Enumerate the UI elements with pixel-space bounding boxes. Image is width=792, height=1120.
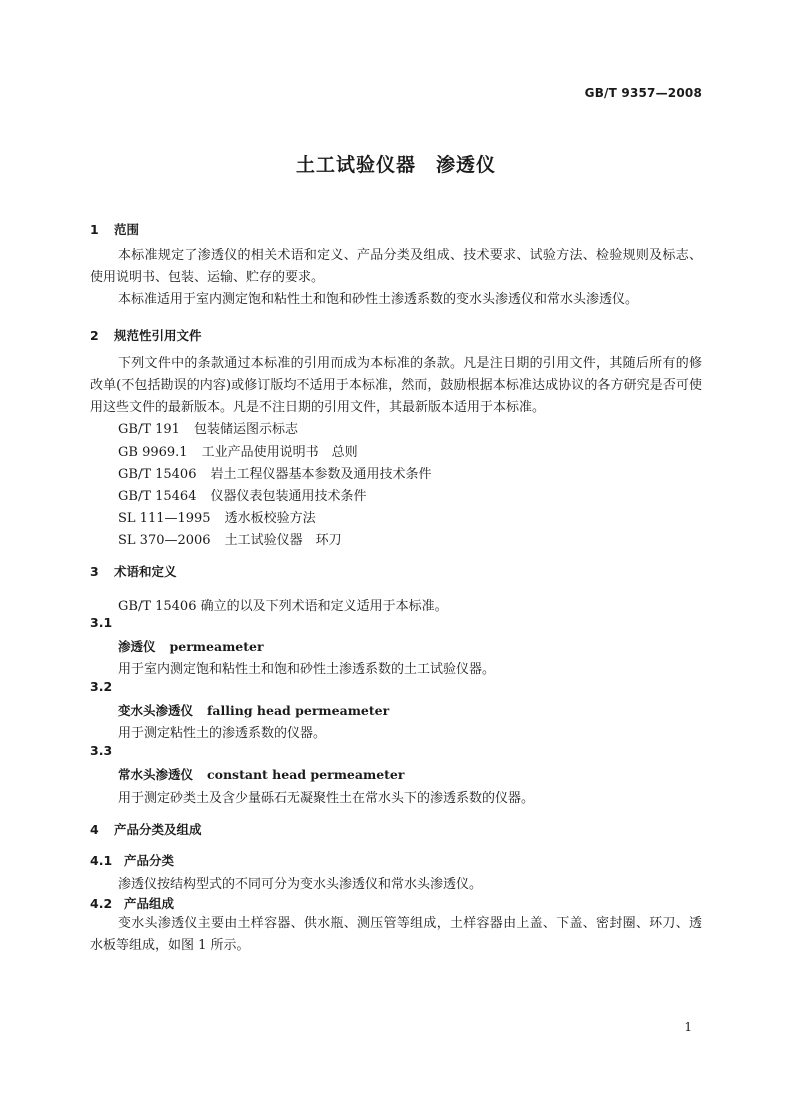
term-zh: 常水头渗透仪 <box>118 767 194 782</box>
section-1-paragraph-1: 本标准规定了渗透仪的相关术语和定义、产品分类及组成、技术要求、试验方法、检验规则及标志、使用说明书、包装、运输、贮存的要求。 <box>90 248 702 285</box>
reference-name: 包装储运图示标志 <box>193 422 298 437</box>
section-4-heading <box>90 820 202 838</box>
reference-code: SL 370—2006 <box>118 533 211 548</box>
section-title: 产品分类及组成 <box>114 822 202 837</box>
subsection-4-1-heading <box>90 851 174 869</box>
term-en: constant head permeameter <box>207 767 405 782</box>
clause-number: 3.1 <box>90 615 113 630</box>
term-en: permeameter <box>169 639 264 654</box>
term-definition: 用于测定粘性土的渗透系数的仪器。 <box>118 726 327 741</box>
page-number: 1 <box>684 1020 692 1034</box>
section-title: 术语和定义 <box>114 564 177 579</box>
subsection-title: 产品分类 <box>124 853 175 868</box>
subsection-4-2-heading <box>90 894 174 912</box>
term-definition: 用于测定砂类土及含少量砾石无凝聚性土在常水头下的渗透系数的仪器。 <box>118 791 535 806</box>
section-3-intro: GB/T 15406 确立的以及下列术语和定义适用于本标准。 <box>118 599 448 614</box>
term-zh: 变水头渗透仪 <box>118 703 194 718</box>
term-entry <box>118 765 404 783</box>
reference-item <box>118 507 316 526</box>
reference-item <box>118 441 358 460</box>
section-1-heading <box>90 220 139 238</box>
section-number: 2 <box>90 328 99 343</box>
section-2-paragraph-1: 下列文件中的条款通过本标准的引用而成为本标准的条款。凡是注日期的引用文件，其随后所有的修改单(不包括勘误的内容)或修订版均不适用于本标准，然而，鼓励根据本标准达成协议的各方研究是否可使用这些文件的最新版本。凡是不注日期的引用文件，其最新版本适用于本标准。 <box>90 356 702 415</box>
reference-item <box>118 463 432 482</box>
clause-number: 3.2 <box>90 679 113 694</box>
reference-item <box>118 418 298 437</box>
section-title: 规范性引用文件 <box>114 328 202 343</box>
reference-name: 工业产品使用说明书 总则 <box>201 445 358 460</box>
term-entry <box>118 637 264 655</box>
document-title: 土工试验仪器 渗透仪 <box>295 154 496 176</box>
reference-code: GB 9969.1 <box>118 445 188 460</box>
section-number: 4 <box>90 822 99 837</box>
term-definition: 用于室内测定饱和粘性土和饱和砂性土渗透系数的土工试验仪器。 <box>118 662 496 677</box>
term-zh: 渗透仪 <box>118 639 156 654</box>
reference-name: 仪器仪表包装通用技术条件 <box>210 489 367 504</box>
term-entry <box>118 701 389 719</box>
subsection-number: 4.2 <box>90 896 113 911</box>
term-en: falling head permeameter <box>207 703 390 718</box>
section-number: 3 <box>90 564 99 579</box>
subsection-title: 产品组成 <box>124 896 175 911</box>
section-number: 1 <box>90 222 99 237</box>
reference-item <box>118 529 342 548</box>
clause-number: 3.3 <box>90 743 113 758</box>
reference-name: 土工试验仪器 环刀 <box>224 533 342 548</box>
reference-item <box>118 485 367 504</box>
reference-code: GB/T 15406 <box>118 467 197 482</box>
subsection-number: 4.1 <box>90 853 113 868</box>
section-1-paragraph-2: 本标准适用于室内测定饱和粘性土和饱和砂性土渗透系数的变水头渗透仪和常水头渗透仪。 <box>118 292 639 307</box>
reference-name: 岩土工程仪器基本参数及通用技术条件 <box>210 467 432 482</box>
section-title: 范围 <box>114 222 140 237</box>
reference-code: GB/T 191 <box>118 422 180 437</box>
subsection-4-2-paragraph: 变水头渗透仪主要由土样容器、供水瓶、测压管等组成，土样容器由上盖、下盖、密封圈、环刀、透水板等组成，如图 1 所示。 <box>90 916 702 953</box>
subsection-4-1-paragraph: 渗透仪按结构型式的不同可分为变水头渗透仪和常水头渗透仪。 <box>118 877 483 892</box>
reference-code: SL 111—1995 <box>118 511 211 526</box>
standard-number: GB/T 9357—2008 <box>584 86 702 100</box>
reference-code: GB/T 15464 <box>118 489 197 504</box>
section-2-heading <box>90 326 202 344</box>
section-3-heading <box>90 562 177 580</box>
reference-name: 透水板校验方法 <box>224 511 316 526</box>
